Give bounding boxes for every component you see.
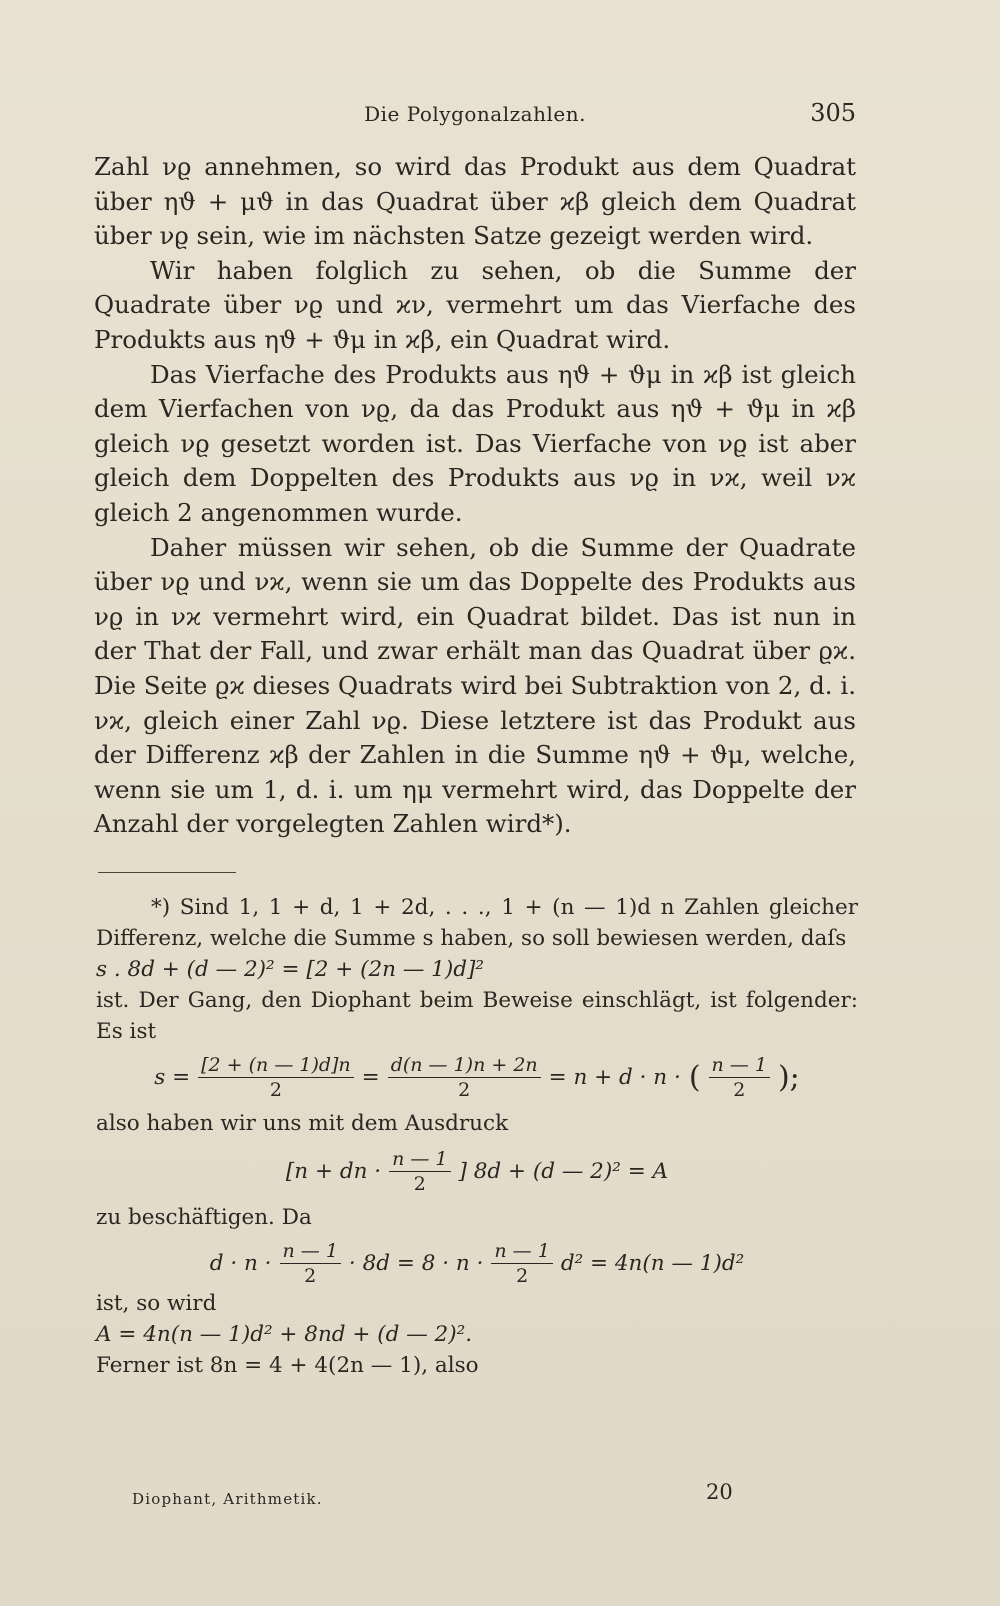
numerator: n — 1 [280, 1239, 341, 1264]
eq3-open: [n + dn · [285, 1159, 382, 1184]
numerator: n — 1 [709, 1053, 770, 1078]
paragraph: Das Vierfache des Produkts aus ηϑ + ϑμ in ϰβ ist gleich dem Vierfachen von νϱ, da das Produkt aus ηϑ + ϑμ in ϰβ gleich νϱ gesetzt worden ist. Das Vierfache von νϱ ist aber gleich dem Doppelten des Produkts aus νϱ in νϰ, weil νϰ gleich 2 angenommen wurde. [94, 359, 856, 527]
denominator: 2 [458, 1079, 471, 1101]
signature-line: Diophant, Arithmetik. [132, 1490, 323, 1508]
equation-2 [96, 1053, 858, 1102]
footnote-intro: *) Sind 1, 1 + d, 1 + 2d, . . ., 1 + (n — 1)d n Zahlen gleicher Differenz, welche die Summe s haben, so soll bewiesen werden, daſs [96, 895, 858, 951]
footnote [96, 892, 858, 1381]
denominator: 2 [413, 1173, 426, 1195]
eq2-mid: = [361, 1065, 380, 1090]
footnote-text: ist, so wird [96, 1291, 217, 1316]
denominator: 2 [733, 1079, 746, 1101]
main-text [94, 150, 856, 842]
eq4-lhs: d · n · [209, 1251, 272, 1276]
eq2-lhs: s = [154, 1065, 191, 1090]
eq3-close: ] 8d + (d — 2)² = A [458, 1159, 669, 1184]
page-number: 305 [810, 99, 856, 127]
denominator: 2 [304, 1265, 317, 1287]
equation-1: s . 8d + (d — 2)² = [2 + (2n — 1)d]² [96, 957, 485, 982]
paragraph: Daher müssen wir sehen, ob die Summe der Quadrate über νϱ und νϰ, wenn sie um das Doppelte des Produkts aus νϱ in νϰ vermehrt wird, ein Quadrat bildet. Das ist nun in der That der Fall, und zwar erhält man das Quadrat über ϱϰ. Die Seite ϱϰ dieses Quadrats wird bei Subtraktion von 2, d. i. νϰ, gleich einer Zahl νϱ. Diese letztere ist das Produkt aus der Differenz ϰβ der Zahlen in die Summe ηϑ + ϑμ, welche, wenn sie um 1, d. i. um ημ vermehrt wird, das Doppelte der Anzahl der vorgelegten Zahlen wird*). [94, 532, 856, 839]
fraction [388, 1053, 541, 1102]
denominator: 2 [269, 1079, 282, 1101]
eq4-mid: · 8d = 8 · n · [348, 1251, 484, 1276]
fraction [198, 1053, 354, 1102]
numerator: [2 + (n — 1)d]n [198, 1053, 354, 1078]
paragraph: Zahl νϱ annehmen, so wird das Produkt aus dem Quadrat über ηϑ + μϑ in das Quadrat über ϰβ gleich dem Quadrat über νϱ sein, wie im nächsten Satze gezeigt werden wird. [94, 152, 856, 251]
equation-4 [96, 1239, 858, 1288]
paren-close: ); [777, 1060, 800, 1095]
footnote-text: Ferner ist 8n = 4 + 4(2n — 1), also [96, 1353, 479, 1378]
denominator: 2 [516, 1265, 529, 1287]
equation-3 [96, 1147, 858, 1196]
page-header [94, 99, 856, 132]
eq4-rhs: d² = 4n(n — 1)d² [560, 1251, 745, 1276]
eq2-rhs: = n + d · n · [548, 1065, 681, 1090]
paragraph: Wir haben folglich zu sehen, ob die Summe der Quadrate über νϱ und ϰν, vermehrt um das Vierfache des Produkts aus ηϑ + ϑμ in ϰβ, ein Quadrat wird. [94, 255, 856, 354]
equation-5: A = 4n(n — 1)d² + 8nd + (d — 2)². [96, 1322, 473, 1347]
sheet-number: 20 [706, 1480, 733, 1504]
fraction [491, 1239, 552, 1288]
footnote-separator [98, 872, 236, 873]
paren-open: ( [688, 1060, 701, 1095]
footnote-text: ist. Der Gang, den Diophant beim Beweise einschlägt, ist folgender: Es ist [96, 988, 858, 1044]
numerator: d(n — 1)n + 2n [388, 1053, 541, 1078]
fraction [280, 1239, 341, 1288]
numerator: n — 1 [389, 1147, 450, 1172]
footnote-text: also haben wir uns mit dem Ausdruck [96, 1111, 509, 1136]
running-title: Die Polygonalzahlen. [364, 102, 586, 126]
fraction [389, 1147, 450, 1196]
footnote-text: zu beschäftigen. Da [96, 1205, 312, 1230]
numerator: n — 1 [491, 1239, 552, 1264]
fraction [709, 1053, 770, 1102]
